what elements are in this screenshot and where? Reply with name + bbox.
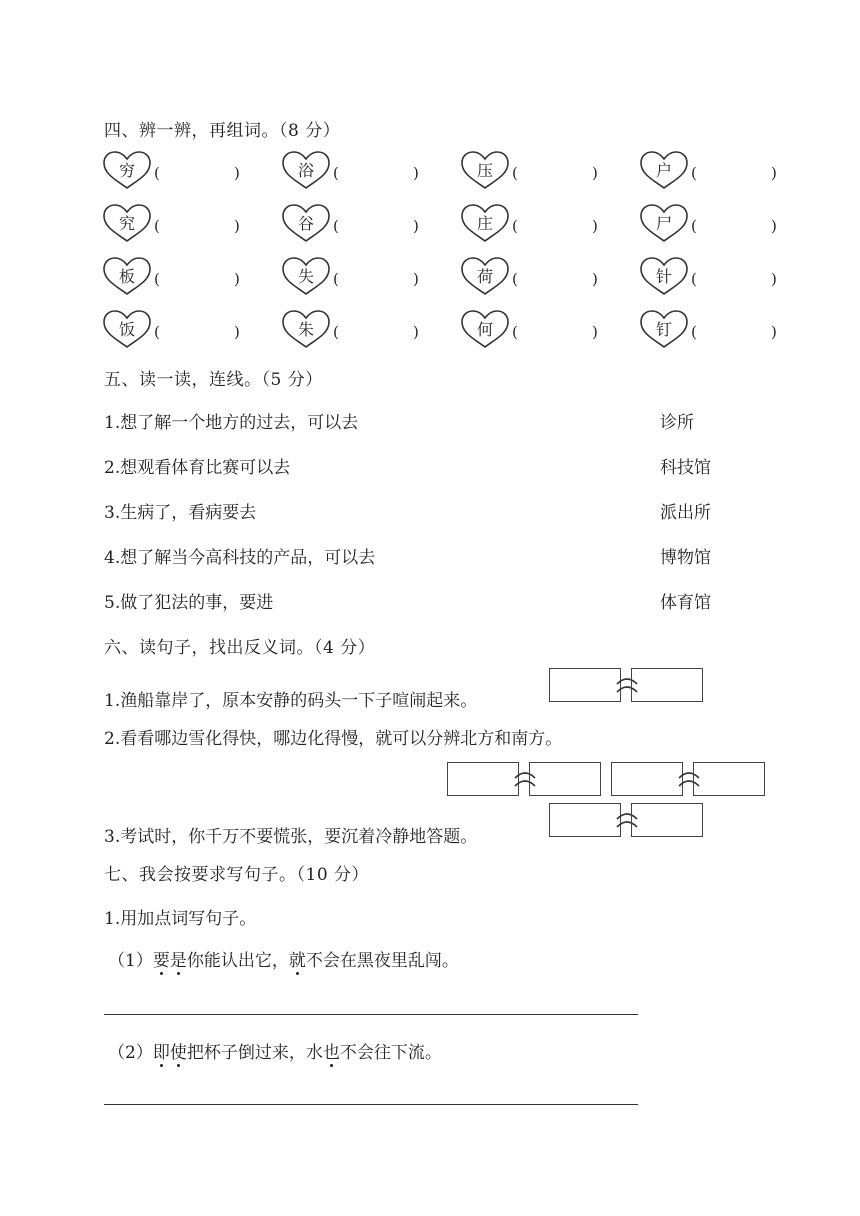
heart-icon [281,203,331,243]
match-right-item-5[interactable]: 体育馆 [660,593,711,613]
heart-icon [639,256,689,296]
answer-paren-close: ) [234,323,240,341]
heart-icon [460,203,510,243]
heart-character: 庄 [476,214,493,233]
word-group-cell [639,203,819,243]
word-answer-blank[interactable] [164,319,230,343]
word-group-cell [639,309,819,349]
answer-paren-close: ) [592,164,598,182]
answer-paren-open: ( [333,164,339,182]
section7-heading: 七、我会按要求写句子。（10 分） [104,865,370,885]
word-group-cell [639,256,819,296]
answer-paren-close: ) [771,164,777,182]
answer-paren-close: ) [771,323,777,341]
section4-heading: 四、辨一辨，再组词。（8 分） [104,121,341,141]
heart-character: 究 [118,214,135,233]
match-left-item-4[interactable]: 4.想了解当今高科技的产品，可以去 [104,548,376,568]
word-answer-blank[interactable] [164,213,230,237]
heart-icon [102,309,152,349]
word-answer-blank[interactable] [343,319,409,343]
heart-icon [639,203,689,243]
answer-paren-open: ( [154,217,160,235]
heart-character: 户 [655,161,672,180]
answer-paren-close: ) [413,217,419,235]
answer-paren-close: ) [413,164,419,182]
answer-paren-open: ( [512,323,518,341]
heart-icon [102,150,152,190]
word-group-cell [639,150,819,190]
heart-icon [281,256,331,296]
heart-character: 压 [476,161,493,180]
word-group-cell [281,256,461,296]
answer-paren-open: ( [691,164,697,182]
heart-icon [460,150,510,190]
heart-character: 尸 [655,214,672,233]
match-right-item-1[interactable]: 诊所 [660,413,694,433]
answer-paren-open: ( [154,270,160,288]
word-answer-blank[interactable] [701,160,767,184]
word-answer-blank[interactable] [164,160,230,184]
heart-character: 穷 [118,161,135,180]
answer-paren-open: ( [154,323,160,341]
answer-paren-open: ( [691,323,697,341]
word-group-cell [281,150,461,190]
answer-paren-open: ( [154,164,160,182]
match-left-item-3[interactable]: 3.生病了，看病要去 [104,503,257,523]
answer-paren-close: ) [234,217,240,235]
sentence-item-1 [108,946,459,971]
match-right-item-4[interactable]: 博物馆 [660,548,711,568]
answer-paren-close: ) [592,323,598,341]
heart-icon [639,309,689,349]
word-answer-blank[interactable] [701,266,767,290]
antonym-sentence-3: 3.考试时，你千万不要慌张，要沉着冷静地答题。 [104,827,478,847]
word-group-cell [102,256,282,296]
heart-character: 饭 [118,320,135,339]
item-label: （1） [108,951,153,971]
heart-icon [102,256,152,296]
antonym-answer-box-right[interactable] [529,762,601,796]
sentence-item-2 [108,1038,442,1063]
word-answer-blank[interactable] [522,266,588,290]
word-group-cell [460,203,640,243]
answer-line-2[interactable] [104,1104,638,1105]
answer-paren-close: ) [413,270,419,288]
word-answer-blank[interactable] [343,213,409,237]
answer-paren-open: ( [333,323,339,341]
antonym-answer-box-left[interactable] [549,803,621,837]
heart-character: 浴 [297,161,314,180]
sentence-text: 把杯子倒过来，水 [186,1043,323,1063]
heart-icon [639,150,689,190]
antonym-sentence-1: 1.渔船靠岸了，原本安静的码头一下子喧闹起来。 [104,691,478,711]
word-answer-blank[interactable] [343,160,409,184]
sentence-text: 不会在黑夜里乱闯。 [305,951,459,971]
antonym-answer-box-left[interactable] [549,668,621,702]
heart-character: 钉 [655,320,672,339]
antonym-answer-box-left[interactable] [447,762,519,796]
answer-paren-open: ( [691,270,697,288]
answer-paren-close: ) [413,323,419,341]
word-answer-blank[interactable] [701,213,767,237]
answer-paren-close: ) [234,164,240,182]
word-answer-blank[interactable] [522,319,588,343]
answer-paren-open: ( [691,217,697,235]
word-answer-blank[interactable] [701,319,767,343]
antonym-sentence-2: 2.看看哪边雪化得快，哪边化得慢，就可以分辨北方和南方。 [104,729,563,749]
heart-character: 失 [297,267,314,286]
word-answer-blank[interactable] [343,266,409,290]
answer-paren-close: ) [771,217,777,235]
match-left-item-5[interactable]: 5.做了犯法的事，要进 [104,593,274,613]
heart-icon [281,309,331,349]
heart-character: 谷 [297,214,314,233]
heart-icon [102,203,152,243]
word-group-cell [460,150,640,190]
heart-character: 针 [655,267,672,286]
heart-icon [281,150,331,190]
word-group-cell [102,150,282,190]
word-group-cell [281,309,461,349]
heart-character: 朱 [297,320,314,339]
word-answer-blank[interactable] [522,160,588,184]
section7-instruction: 1.用加点词写句子。 [104,909,257,929]
word-group-cell [460,256,640,296]
answer-paren-close: ) [592,217,598,235]
answer-line-1[interactable] [104,1014,638,1015]
match-right-item-2[interactable]: 科技馆 [660,458,711,478]
answer-paren-open: ( [333,270,339,288]
answer-paren-close: ) [771,270,777,288]
antonym-answer-pair-3 [611,762,767,798]
answer-paren-close: ) [234,270,240,288]
word-group-cell [102,203,282,243]
dotted-char: 就 [289,946,306,971]
antonym-answer-box-left[interactable] [611,762,683,796]
antonym-answer-box-right[interactable] [631,668,703,702]
dotted-char: 即 [153,1038,170,1063]
item-label: （2） [108,1043,153,1063]
word-group-cell [281,203,461,243]
antonym-answer-pair-1 [549,668,705,704]
word-answer-blank[interactable] [522,213,588,237]
antonym-answer-box-right[interactable] [631,803,703,837]
match-left-item-1[interactable]: 1.想了解一个地方的过去，可以去 [104,413,359,433]
sentence-text: 你能认出它， [186,951,289,971]
dotted-char: 也 [323,1038,340,1063]
word-group-cell [460,309,640,349]
dotted-char: 使 [170,1038,187,1063]
heart-icon [460,256,510,296]
heart-icon [460,309,510,349]
section6-heading: 六、读句子，找出反义词。（4 分） [104,638,376,658]
sentence-text: 不会往下流。 [339,1043,442,1063]
match-left-item-2[interactable]: 2.想观看体育比赛可以去 [104,458,291,478]
heart-character: 荷 [476,267,493,286]
answer-paren-open: ( [512,270,518,288]
heart-character: 板 [118,267,135,286]
answer-paren-open: ( [333,217,339,235]
answer-paren-close: ) [592,270,598,288]
answer-paren-open: ( [512,217,518,235]
antonym-answer-box-right[interactable] [693,762,765,796]
antonym-answer-pair-4 [549,803,705,839]
dotted-char: 是 [170,946,187,971]
word-answer-blank[interactable] [164,266,230,290]
section5-heading: 五、读一读，连线。（5 分） [104,370,323,390]
match-right-item-3[interactable]: 派出所 [660,503,711,523]
word-group-cell [102,309,282,349]
heart-character: 何 [476,320,493,339]
antonym-answer-pair-2 [447,762,603,798]
dotted-char: 要 [153,946,170,971]
answer-paren-open: ( [512,164,518,182]
